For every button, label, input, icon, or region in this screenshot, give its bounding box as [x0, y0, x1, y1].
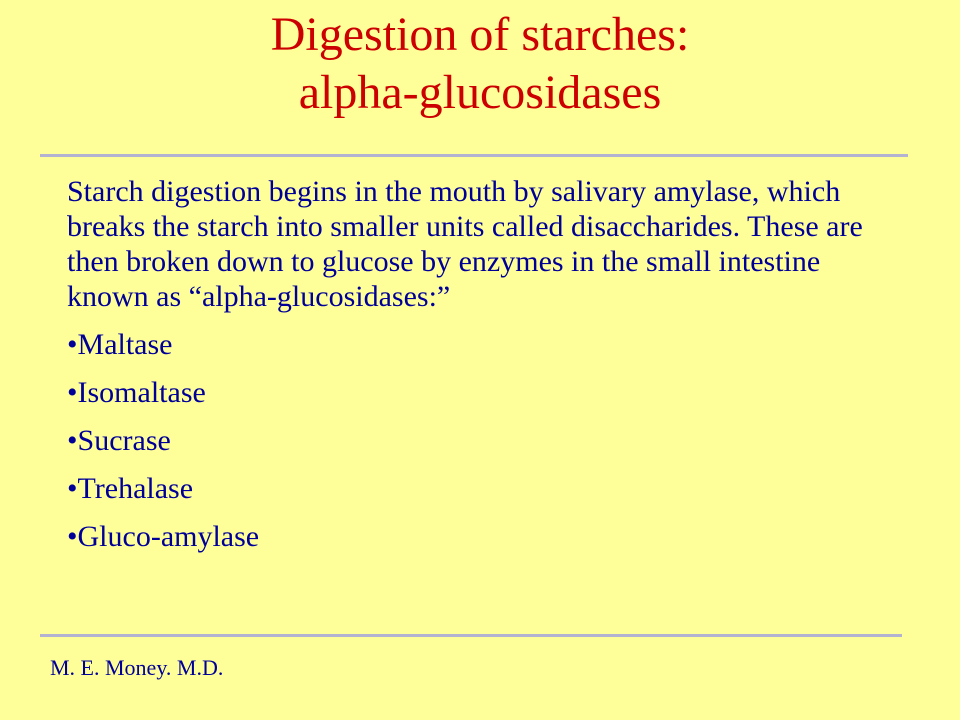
bullet-icon: • — [67, 376, 78, 409]
list-item-label: Sucrase — [77, 424, 171, 457]
bullet-icon: • — [67, 424, 78, 457]
slide-title — [0, 6, 960, 122]
list-item — [67, 423, 907, 458]
title-line-1: Digestion of starches: — [270, 8, 690, 61]
list-item — [67, 471, 907, 506]
top-divider — [40, 154, 908, 157]
intro-paragraph: Starch digestion begins in the mouth by salivary amylase, which breaks the starch into smaller units called disaccharides. These are then broken down to glucose by enzymes in the small intestine known as “alpha-glucosidases:” — [67, 175, 863, 313]
list-item-label: Isomaltase — [77, 376, 206, 409]
list-item — [67, 327, 907, 362]
list-item-label: Trehalase — [77, 472, 194, 505]
title-line-2: alpha-glucosidases — [298, 66, 662, 119]
enzyme-list — [67, 327, 907, 554]
footer-author: M. E. Money. M.D. — [50, 655, 224, 680]
bottom-divider — [40, 634, 902, 637]
bullet-icon: • — [67, 328, 78, 361]
list-item-label: Maltase — [77, 328, 173, 361]
list-item — [67, 519, 907, 554]
slide-body — [67, 174, 907, 554]
list-item-label: Gluco-amylase — [77, 520, 260, 553]
bullet-icon: • — [67, 472, 78, 505]
list-item — [67, 375, 907, 410]
bullet-icon: • — [67, 520, 78, 553]
